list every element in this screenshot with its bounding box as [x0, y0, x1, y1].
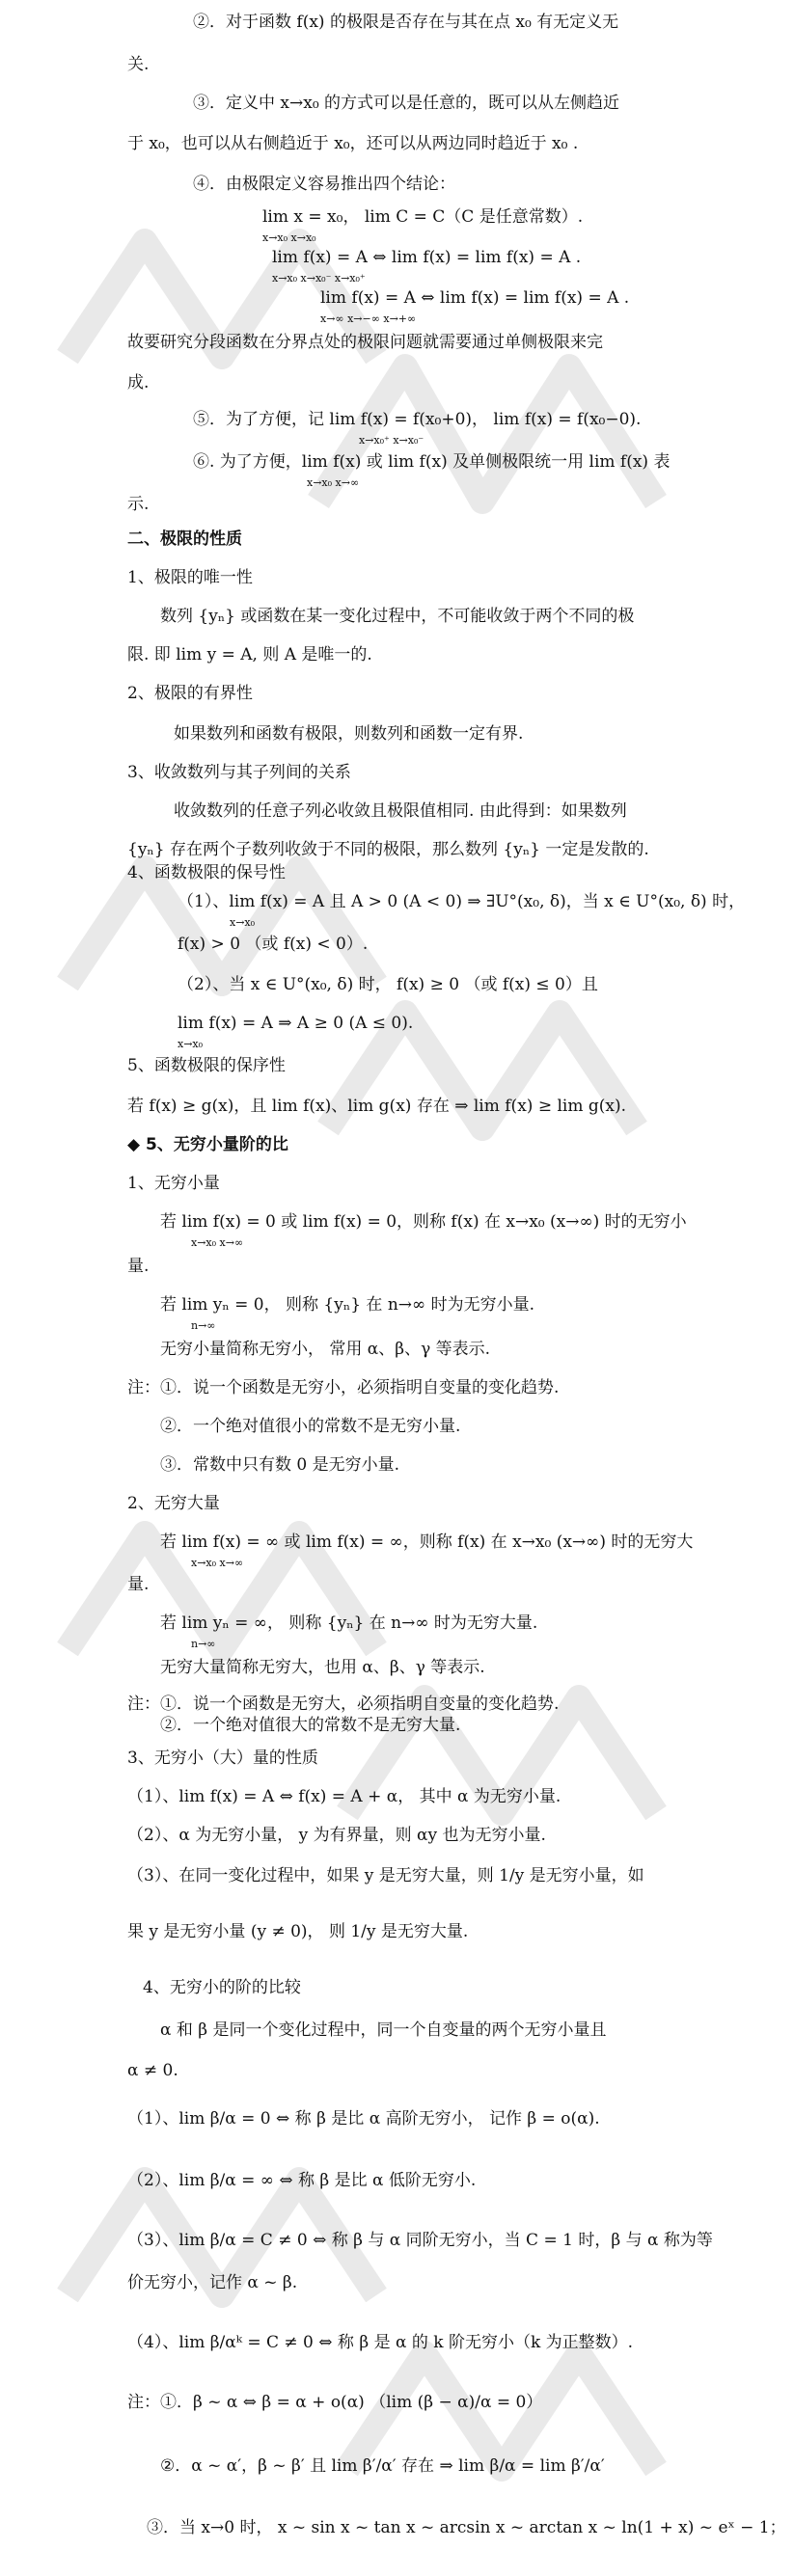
- text-line: 如果数列和函数有极限，则数列和函数一定有界.: [174, 724, 524, 744]
- text-line: （4）、lim β/αᵏ = C ≠ 0 ⇔ 称 β 是 α 的 k 阶无穷小（k 为正整数）.: [127, 2333, 634, 2352]
- subsection-heading: 2、极限的有界性: [127, 684, 253, 703]
- text-line: （2）、α 为无穷小量， y 为有界量，则 αy 也为无穷小量.: [127, 1826, 546, 1845]
- subsection-heading: 5、函数极限的保序性: [127, 1056, 286, 1075]
- note-line: ③．常数中只有数 0 是无穷小量.: [160, 1455, 400, 1475]
- subsection-heading: 4、函数极限的保号性: [127, 863, 286, 882]
- math-subscript: x→x₀ x→x₀⁻ x→x₀⁺: [272, 272, 366, 285]
- math-subscript: x→x₀: [230, 916, 256, 929]
- math-line: lim x = x₀， lim C = C（C 是任意常数）.: [262, 207, 584, 227]
- text-line: ⑤．为了方便，记 lim f(x) = f(x₀+0)， lim f(x) = f(x₀−0).: [193, 410, 642, 429]
- text-line: （2）、当 x ∈ U°(x₀, δ) 时， f(x) ≥ 0 （或 f(x) ≤ 0）且: [178, 975, 598, 994]
- text-line: 关.: [127, 55, 150, 74]
- text-line: 无穷小量简称无穷小， 常用 α、β、γ 等表示.: [160, 1340, 491, 1359]
- math-subscript: x→x₀ x→∞: [191, 1557, 244, 1569]
- text-line: 限. 即 lim y = A, 则 A 是唯一的.: [127, 645, 372, 664]
- subsection-heading: 1、极限的唯一性: [127, 568, 253, 587]
- text-line: 果 y 是无穷小量 (y ≠ 0)， 则 1/y 是无穷大量.: [127, 1922, 469, 1941]
- math-subscript: x→x₀ x→∞: [191, 1236, 244, 1249]
- subsection-heading: 4、无穷小的阶的比较: [143, 1978, 301, 1997]
- note-line: ②．一个绝对值很小的常数不是无穷小量.: [160, 1417, 461, 1436]
- note-line: 注：①．β ~ α ⇔ β = α + o(α) （lim (β − α)/α = 0）: [127, 2393, 543, 2412]
- text-line: （1）、lim f(x) = A ⇔ f(x) = A + α， 其中 α 为无穷小量.: [127, 1787, 561, 1806]
- note-line: ②．α ~ α′，β ~ β′ 且 lim β′/α′ 存在 ⇒ lim β/α = lim β′/α′: [160, 2456, 605, 2476]
- text-line: 若 lim yₙ = 0， 则称 {yₙ} 在 n→∞ 时为无穷小量.: [160, 1295, 534, 1315]
- text-line: 于 x₀，也可以从右侧趋近于 x₀，还可以从两边同时趋近于 x₀ .: [127, 134, 579, 153]
- text-line: f(x) > 0 （或 f(x) < 0）.: [178, 935, 369, 954]
- text-line: 若 lim f(x) = ∞ 或 lim f(x) = ∞，则称 f(x) 在 x→x₀ (x→∞) 时的无穷大: [160, 1532, 694, 1552]
- text-line: α 和 β 是同一个变化过程中，同一个自变量的两个无穷小量且: [160, 2020, 607, 2040]
- text-line: （1）、lim f(x) = A 且 A > 0 (A < 0) ⇒ ∃U°(x₀, δ)，当 x ∈ U°(x₀, δ) 时，: [178, 892, 746, 911]
- text-line: ③．定义中 x→x₀ 的方式可以是任意的，既可以从左侧趋近: [193, 94, 620, 113]
- text-line: {yₙ} 存在两个子数列收敛于不同的极限，那么数列 {yₙ} 一定是发散的.: [127, 840, 649, 859]
- text-line: 若 lim yₙ = ∞， 则称 {yₙ} 在 n→∞ 时为无穷大量.: [160, 1613, 538, 1633]
- section-heading: 二、极限的性质: [127, 529, 242, 549]
- subsection-heading: 2、无穷大量: [127, 1494, 220, 1513]
- text-line: 价无穷小，记作 α ~ β.: [127, 2273, 298, 2292]
- text-line: α ≠ 0.: [127, 2061, 178, 2080]
- text-line: 数列 {yₙ} 或函数在某一变化过程中，不可能收敛于两个不同的极: [160, 607, 635, 626]
- text-line: 无穷大量简称无穷大，也用 α、β、γ 等表示.: [160, 1658, 485, 1677]
- text-line: （2）、lim β/α = ∞ ⇔ 称 β 是比 α 低阶无穷小.: [127, 2171, 477, 2190]
- text-line: 若 f(x) ≥ g(x)，且 lim f(x)、lim g(x) 存在 ⇒ lim f(x) ≥ lim g(x).: [127, 1097, 626, 1116]
- text-line: 故要研究分段函数在分界点处的极限问题就需要通过单侧极限来完: [127, 333, 603, 352]
- math-subscript: n→∞: [191, 1319, 216, 1332]
- text-line: 收敛数列的任意子列必收敛且极限值相同. 由此得到：如果数列: [174, 801, 627, 821]
- subsection-heading: 3、收敛数列与其子列间的关系: [127, 763, 351, 782]
- text-line: （3）、在同一变化过程中，如果 y 是无穷大量，则 1/y 是无穷小量，如: [127, 1866, 644, 1885]
- text-line: 量.: [127, 1575, 150, 1594]
- note-line: ③．当 x→0 时， x ~ sin x ~ tan x ~ arcsin x ~ arctan x ~ ln(1 + x) ~ eˣ − 1；: [147, 2518, 786, 2537]
- note-line: 注：①．说一个函数是无穷大，必须指明自变量的变化趋势.: [127, 1695, 560, 1714]
- subsection-heading: 1、无穷小量: [127, 1174, 220, 1193]
- text-line: 成.: [127, 373, 150, 393]
- text-line: ②．对于函数 f(x) 的极限是否存在与其在点 x₀ 有无定义无: [193, 13, 619, 32]
- text-line: 量.: [127, 1257, 150, 1276]
- text-line: 示.: [127, 495, 150, 514]
- text-line: ⑥. 为了方便，lim f(x) 或 lim f(x) 及单侧极限统一用 lim f(x) 表: [193, 452, 671, 472]
- math-line: lim f(x) = A ⇔ lim f(x) = lim f(x) = A .: [272, 248, 582, 267]
- text-line: ④．由极限定义容易推出四个结论：: [193, 175, 455, 194]
- math-subscript: x→x₀: [178, 1038, 204, 1050]
- note-line: 注：①．说一个函数是无穷小，必须指明自变量的变化趋势.: [127, 1378, 560, 1397]
- text-line: lim f(x) = A ⇒ A ≥ 0 (A ≤ 0).: [178, 1014, 414, 1033]
- math-line: lim f(x) = A ⇔ lim f(x) = lim f(x) = A .: [320, 288, 630, 308]
- text-line: 若 lim f(x) = 0 或 lim f(x) = 0，则称 f(x) 在 x→x₀ (x→∞) 时的无穷小: [160, 1212, 687, 1232]
- text-line: （3）、lim β/α = C ≠ 0 ⇔ 称 β 与 α 同阶无穷小，当 C = 1 时，β 与 α 称为等: [127, 2231, 713, 2250]
- math-subscript: x→x₀ x→∞: [307, 476, 360, 489]
- subsection-heading: 3、无穷小（大）量的性质: [127, 1749, 318, 1768]
- math-subscript: x→∞ x→−∞ x→+∞: [320, 312, 417, 325]
- math-subscript: x→x₀⁺ x→x₀⁻: [359, 434, 424, 447]
- math-subscript: n→∞: [191, 1638, 216, 1650]
- watermark-mark-3: [68, 868, 376, 984]
- text-line: （1）、lim β/α = 0 ⇔ 称 β 是比 α 高阶无穷小， 记作 β = o(α).: [127, 2109, 600, 2129]
- math-subscript: x→x₀ x→x₀: [262, 231, 316, 244]
- note-line: ②．一个绝对值很大的常数不是无穷大量.: [160, 1716, 461, 1735]
- section-heading-bullet: ◆ 5、无穷小量阶的比: [127, 1135, 288, 1154]
